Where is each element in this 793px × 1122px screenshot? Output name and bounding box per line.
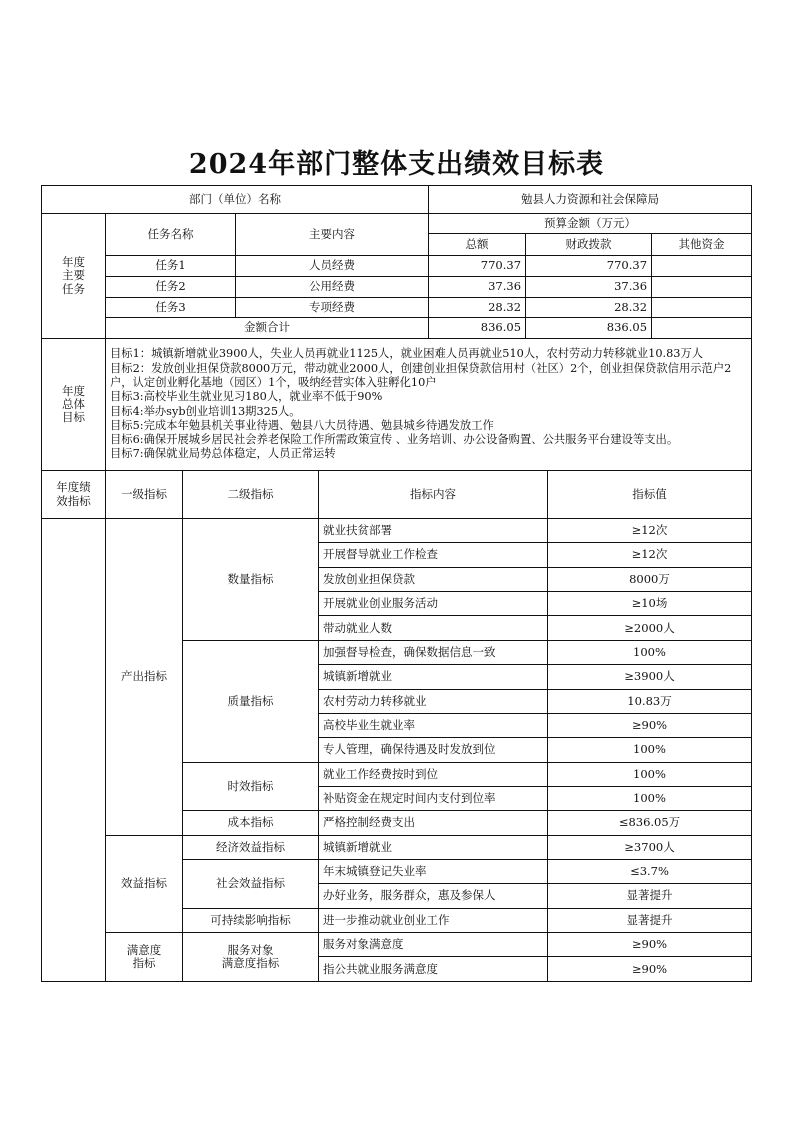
indicator-content: 严格控制经费支出 <box>319 811 548 835</box>
goals-section-line: 年度 <box>62 383 85 398</box>
indicator-value: 100% <box>548 762 752 786</box>
cell-line: 满意度 <box>126 942 162 957</box>
indicator-content: 城镇新增就业 <box>319 665 548 689</box>
level2-indicator: 时效指标 <box>183 762 319 811</box>
page-title: 2024年部门整体支出绩效目标表 <box>188 149 605 180</box>
level2-indicator: 经济效益指标 <box>183 835 319 859</box>
indicators-blank-cell <box>42 519 106 982</box>
budget-table <box>41 185 752 471</box>
indicator-content: 开展就业创业服务活动 <box>319 592 548 616</box>
sum-row <box>42 318 752 339</box>
col-indicator-value: 指标值 <box>548 471 752 519</box>
level2-indicator: 可持续影响指标 <box>183 908 319 932</box>
indicator-value: ≤836.05万 <box>548 811 752 835</box>
indicator-content: 开展督导就业工作检查 <box>319 543 548 567</box>
task-content: 人员经费 <box>236 256 429 277</box>
col-level1: 一级指标 <box>106 471 183 519</box>
goals-section-label <box>42 339 106 471</box>
tasks-section-line: 任务 <box>62 281 85 296</box>
dept-value: 勉县人力资源和社会保障局 <box>429 186 752 214</box>
indicator-value: 100% <box>548 738 752 762</box>
task-other <box>652 256 752 277</box>
dept-label: 部门（单位）名称 <box>42 186 429 214</box>
indicator-content: 带动就业人数 <box>319 616 548 640</box>
indicator-content: 发放创业担保贷款 <box>319 567 548 591</box>
indicator-value: 100% <box>548 640 752 664</box>
indicator-value: 显著提升 <box>548 908 752 932</box>
goal-item: 目标2：发放创业担保贷款8000万元，带动就业2000人，创建创业担保贷款信用村（社区）2个，创业担保贷款信用示范户2户，认定创业孵化基地（园区）1个，吸纳经营实体入驻孵化10户 <box>110 361 732 389</box>
indicator-content: 年末城镇登记失业率 <box>319 860 548 884</box>
indicator-content: 办好业务，服务群众，惠及参保人 <box>319 884 548 908</box>
indicator-content: 补贴资金在规定时间内支付到位率 <box>319 786 548 810</box>
cell-line: 满意度指标 <box>221 955 280 970</box>
indicator-row <box>42 835 752 859</box>
goal-item: 目标7:确保就业局势总体稳定，人员正常运转 <box>110 447 336 461</box>
indicator-value: ≤3.7% <box>548 860 752 884</box>
col-indicator-content: 指标内容 <box>319 471 548 519</box>
sum-fiscal: 836.05 <box>526 318 652 339</box>
goal-item: 目标5:完成本年勉县机关事业待遇、勉县八大员待遇、勉县城乡待遇发放工作 <box>110 418 494 432</box>
task-fiscal: 28.32 <box>526 298 652 318</box>
indicator-content: 就业扶贫部署 <box>319 519 548 543</box>
goal-item: 目标3:高校毕业生就业见习180人，就业率不低于90% <box>110 390 383 404</box>
indicators-section-label <box>42 471 106 519</box>
col-task-content: 主要内容 <box>236 214 429 256</box>
col-fiscal: 财政拨款 <box>526 234 652 256</box>
indicator-value: ≥12次 <box>548 519 752 543</box>
indicator-content: 进一步推动就业创业工作 <box>319 908 548 932</box>
indicator-value: 10.83万 <box>548 689 752 713</box>
sum-label: 金额合计 <box>106 318 429 339</box>
indicator-value: ≥90% <box>548 713 752 737</box>
indicator-value: 显著提升 <box>548 884 752 908</box>
level1-indicator <box>106 933 183 982</box>
sum-total: 836.05 <box>429 318 526 339</box>
col-total: 总额 <box>429 234 526 256</box>
goal-item: 目标4:举办syb创业培训13期325人。 <box>110 404 301 418</box>
cell-line: 指标 <box>132 955 156 970</box>
indicator-content: 指公共就业服务满意度 <box>319 957 548 981</box>
indicator-content: 城镇新增就业 <box>319 835 548 859</box>
col-budget: 预算金额（万元） <box>429 214 752 234</box>
goal-item: 目标6:确保开展城乡居民社会养老保险工作所需政策宣传 、业务培训、办公设备购置、公共服务平台建设等支出。 <box>110 433 679 447</box>
indicator-value: 100% <box>548 786 752 810</box>
indicator-value: ≥3900人 <box>548 665 752 689</box>
indicator-value: 8000万 <box>548 567 752 591</box>
tasks-section-line: 年度 <box>62 255 85 270</box>
task-content: 专项经费 <box>236 298 429 318</box>
indicator-content: 农村劳动力转移就业 <box>319 689 548 713</box>
task-total: 28.32 <box>429 298 526 318</box>
level2-indicator: 质量指标 <box>183 640 319 762</box>
task-other <box>652 277 752 298</box>
indicator-content: 服务对象满意度 <box>319 933 548 957</box>
task-name: 任务3 <box>106 298 236 318</box>
indicator-value: ≥90% <box>548 957 752 981</box>
indicator-value: ≥90% <box>548 933 752 957</box>
indicator-row <box>42 519 752 543</box>
col-level2: 二级指标 <box>183 471 319 519</box>
task-name: 任务2 <box>106 277 236 298</box>
indicators-section-line: 效指标 <box>56 493 91 508</box>
level2-indicator <box>183 933 319 982</box>
tasks-section-line: 主要 <box>62 268 85 283</box>
task-name: 任务1 <box>106 256 236 277</box>
indicator-content: 专人管理，确保待遇及时发放到位 <box>319 738 548 762</box>
indicator-row <box>42 933 752 957</box>
task-fiscal: 37.36 <box>526 277 652 298</box>
goal-item: 目标1：城镇新增就业3900人，失业人员再就业1125人，就业困难人员再就业510人，农村劳动力转移就业10.83万人 <box>110 347 704 361</box>
goals-section-line: 总体 <box>62 396 85 411</box>
level1-indicator: 效益指标 <box>106 835 183 932</box>
indicator-value: ≥12次 <box>548 543 752 567</box>
col-task-name: 任务名称 <box>106 214 236 256</box>
level1-indicator: 产出指标 <box>106 519 183 836</box>
level2-indicator: 数量指标 <box>183 519 319 641</box>
level2-indicator: 成本指标 <box>183 811 319 835</box>
indicators-table <box>41 470 752 982</box>
col-other: 其他资金 <box>652 234 752 256</box>
indicator-content: 就业工作经费按时到位 <box>319 762 548 786</box>
goals-section-line: 目标 <box>62 410 85 425</box>
sum-other <box>652 318 752 339</box>
task-content: 公用经费 <box>236 277 429 298</box>
indicators-section-line: 年度绩 <box>56 480 91 495</box>
tasks-section-label <box>42 214 106 339</box>
level2-indicator: 社会效益指标 <box>183 860 319 909</box>
indicator-value: ≥3700人 <box>548 835 752 859</box>
cell-line: 服务对象 <box>227 942 274 957</box>
indicator-content: 加强督导检查，确保数据信息一致 <box>319 640 548 664</box>
task-row <box>42 277 752 298</box>
indicator-value: ≥2000人 <box>548 616 752 640</box>
indicator-content: 高校毕业生就业率 <box>319 713 548 737</box>
task-other <box>652 298 752 318</box>
indicator-value: ≥10场 <box>548 592 752 616</box>
task-fiscal: 770.37 <box>526 256 652 277</box>
goals-content <box>106 339 752 471</box>
task-row <box>42 298 752 318</box>
task-row <box>42 256 752 277</box>
task-total: 770.37 <box>429 256 526 277</box>
task-total: 37.36 <box>429 277 526 298</box>
